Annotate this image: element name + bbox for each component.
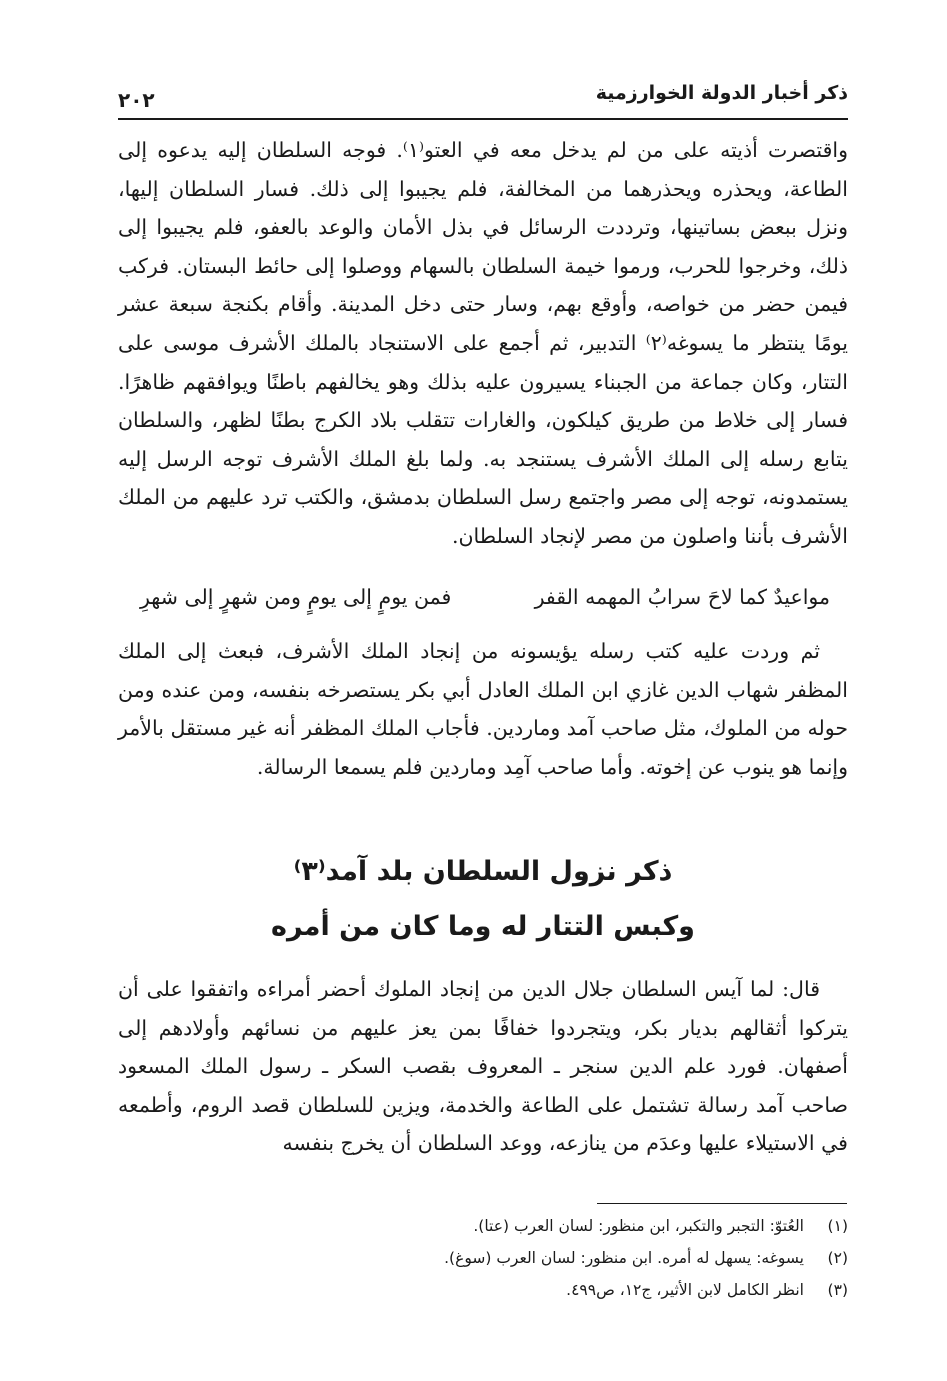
verse-first-hemistich: مواعيدٌ كما لاحَ سرابُ المهمه القفر — [534, 585, 830, 609]
footnote-text: يسوغه: يسهل له أمره. ابن منظور: لسان العرب (سوغ). — [444, 1249, 804, 1267]
paragraph-text: قال: لما آيس السلطان جلال الدين من إنجاد الملوك أحضر أمراءه واتفقوا على أن يتركوا أثقالهم بديار بكر، ويتجردوا خفافًا بمن يعز عليهم من نسائهم وأولادهم إلى أصفهان. فورد علم الدين سنجر ـ المعروف بقصب السكر ـ رسول الملك المسعود صاحب آمد رسالة تشتمل على الطاعة والخدمة، ويزين للسلطان قصد الروم، وأطمعه في الاستيلاء عليها وعدَم من ينازعه، ووعد السلطان أن يخرج بنفسه — [118, 977, 848, 1156]
paragraph-text: واقتصرت أذيته على من لم يدخل معه في العتو⁽١⁾. فوجه السلطان إليه يدعوه إلى الطاعة، ويحذره ويحذرهما من المخالفة، فلم يجيبوا إلى ذلك. فسار السلطان إليها، ونزل ببعض بساتينها، وترددت الرسائل في بذل الأمان والوعد بالعفو، فلم يجيبوا إلى ذلك، وخرجوا للحرب، ورموا خيمة السلطان بالسهام ووصلوا إلى حائط البستان. فركب فيمن حضر من خواصه، وأوقع بهم، وسار حتى دخل المدينة. وأقام بكنجة سبعة عشر يومًا ينتظر ما يسوغه⁽٢⁾ التدبير، ثم أجمع على الاستنجاد بالملك الأشرف موسى على التتار، وكان جماعة من الجبناء يسيرون عليه بذلك وهو يخالفهم باطنًا ويوافقهم ظاهرًا. فسار إلى خلاط من طريق كيلكون، والغارات تتقلب بلاد الكرج بطنًا لظهر، والسلطان يتابع رسله إلى الملك الأشرف يستنجد به. ولما بلغ الملك الأشرف توجه الرسل إليه يستمدونه، توجه إلى مصر واجتمع رسل السلطان بدمشق، والكتب ترد عليهم من الملك الأشرف بأننا واصلون من مصر لإنجاد السلطان. — [118, 138, 848, 548]
footnote-1 — [118, 1210, 848, 1242]
footnote-number: (٣) — [827, 1281, 848, 1299]
footnote-text: انظر الكامل لابن الأثير، ج١٢، ص٤٩٩. — [566, 1281, 804, 1299]
verse-second-hemistich: فمن يومٍ إلى يومٍ ومن شهرٍ إلى شهرِ — [140, 585, 452, 609]
section-heading-line-1: ذكر نزول السلطان بلد آمد⁽٣⁾ — [293, 856, 673, 887]
footnote-divider — [597, 1203, 847, 1204]
footnote-text: العُتوّ: التجبر والتكبر، ابن منظور: لسان العرب (عتا). — [473, 1217, 804, 1235]
footnote-3 — [118, 1274, 848, 1306]
running-header — [118, 78, 848, 120]
poetry-verse — [140, 578, 830, 618]
body-paragraph-1 — [118, 131, 848, 556]
footnote-2 — [118, 1242, 848, 1274]
body-paragraph-2 — [118, 632, 848, 786]
footnote-number: (١) — [827, 1217, 848, 1235]
body-paragraph-3 — [118, 970, 848, 1163]
paragraph-text: ثم وردت عليه كتب رسله يؤيسونه من إنجاد الملك الأشرف، فبعث إلى الملك المظفر شهاب الدين غازي ابن الملك العادل أبي بكر يستصرخه بنفسه، ومن عنده ومن حوله من الملوك، مثل صاحب آمد وماردين. فأجاب الملك المظفر أنه غير مستقل بالأمر وإنما هو ينوب عن إخوته. وأما صاحب آمِد وماردين فلم يسمعا الرسالة. — [118, 639, 848, 779]
running-title: ذكر أخبار الدولة الخوارزمية — [595, 82, 848, 104]
section-heading-line-2: وكبس التتار له وما كان من أمره — [271, 911, 695, 942]
footnotes — [118, 1210, 848, 1306]
footnote-number: (٢) — [827, 1249, 848, 1267]
page-number: ٢٠٢ — [118, 88, 155, 112]
